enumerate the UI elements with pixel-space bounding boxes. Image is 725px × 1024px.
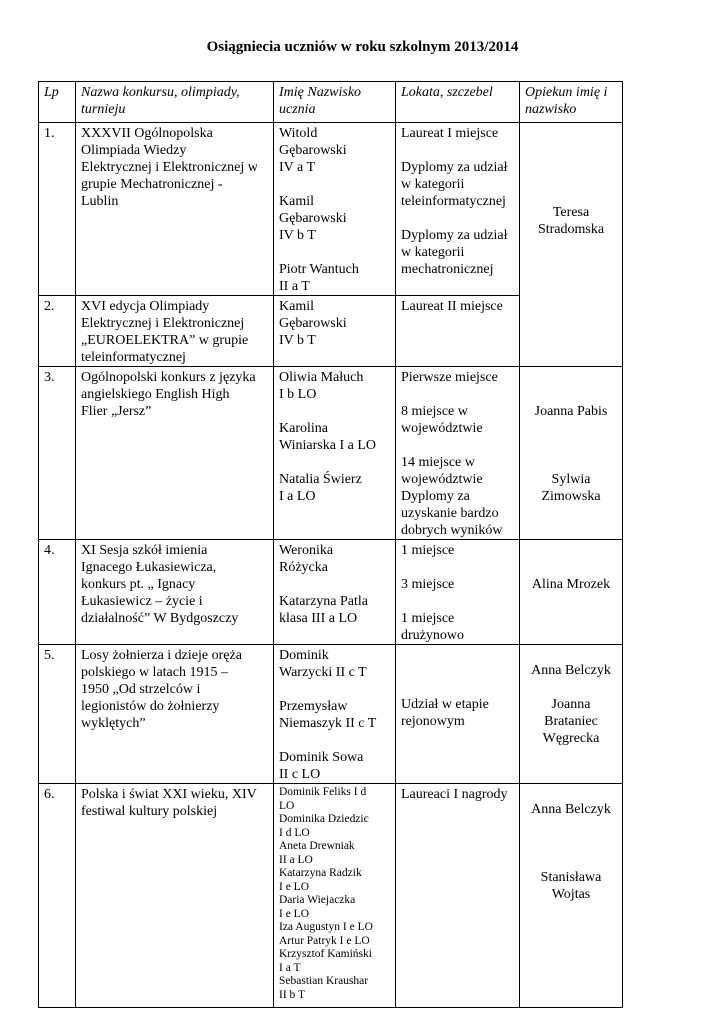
text-line xyxy=(525,852,617,869)
text-line: Dominik Sowa xyxy=(279,750,364,765)
cell-result xyxy=(396,645,520,784)
tutor-text xyxy=(525,204,617,238)
text-line: Artur Patryk I e LO xyxy=(279,934,370,947)
table-row xyxy=(39,645,623,784)
text-line: nazwisko xyxy=(525,102,577,117)
text-line: 1 miejsce xyxy=(401,543,455,558)
result-text xyxy=(401,542,514,644)
text-line xyxy=(279,576,390,593)
text-line: IV b T xyxy=(279,333,316,348)
text-line: I e LO xyxy=(279,907,310,920)
cell-contest xyxy=(76,784,274,1008)
students-text xyxy=(279,369,390,505)
text-line: Dominik Feliks I d xyxy=(279,786,367,798)
header-result xyxy=(396,82,520,123)
text-line: w kategorii xyxy=(401,177,465,192)
text-line: Daria Wiejaczka xyxy=(279,894,356,906)
text-line: Katarzyna Radzik xyxy=(279,867,362,879)
text-line: 1950 „Od strzelców i xyxy=(81,682,201,697)
text-line: Dyplomy za udział xyxy=(401,160,508,175)
text-line: Ogólnopolski konkurs z języka xyxy=(81,370,256,385)
cell-result xyxy=(396,296,520,367)
text-line: wyklętych” xyxy=(81,716,146,731)
text-line: Różycka xyxy=(279,560,328,575)
cell-contest xyxy=(76,645,274,784)
text-line xyxy=(525,437,617,454)
text-line: Sebastian Kraushar xyxy=(279,975,369,987)
text-line: Niemaszyk II c T xyxy=(279,716,377,731)
text-line: festiwal kultury polskiej xyxy=(81,804,218,819)
text-line xyxy=(401,210,514,227)
header-student xyxy=(274,82,396,123)
text-line: teleinformatycznej xyxy=(401,194,506,209)
text-line: I b LO xyxy=(279,387,317,402)
text-line: Węgrecka xyxy=(542,731,600,746)
text-line: Nazwa konkursu, olimpiady, xyxy=(81,85,240,100)
text-line: IV a T xyxy=(279,160,316,175)
contest-text xyxy=(81,298,268,366)
text-line: klasa III a LO xyxy=(279,611,358,626)
table-header-row xyxy=(39,82,623,123)
text-line xyxy=(525,818,617,835)
text-line xyxy=(279,403,390,420)
text-line: polskiego w latach 1915 – xyxy=(81,665,228,680)
result-text xyxy=(401,786,514,803)
text-line: angielskiego English High xyxy=(81,387,230,402)
contest-text xyxy=(81,369,268,420)
cell-students xyxy=(274,540,396,645)
text-line: Lublin xyxy=(81,194,119,209)
text-line: Krzysztof Kamiński xyxy=(279,948,372,960)
text-line: Weronika xyxy=(279,543,334,558)
text-line: Karolina xyxy=(279,421,328,436)
text-line xyxy=(279,732,390,749)
text-line: Piotr Wantuch xyxy=(279,262,359,277)
contest-text xyxy=(81,786,268,820)
text-line xyxy=(401,559,514,576)
text-line: Kamil xyxy=(279,194,314,209)
text-line: II a LO xyxy=(279,853,313,866)
header-lp xyxy=(39,82,76,123)
text-line: I d LO xyxy=(279,826,310,839)
text-line: Joanna xyxy=(551,697,591,712)
text-line: Natalia Świerz xyxy=(279,472,362,487)
text-line: mechatronicznej xyxy=(401,262,494,277)
text-line: IV b T xyxy=(279,228,316,243)
cell-tutor xyxy=(520,540,623,645)
text-line: 1 miejsce xyxy=(401,611,455,626)
text-line: Laureaci I nagrody xyxy=(401,787,508,802)
text-line: Sylwia xyxy=(551,472,591,487)
students-text xyxy=(279,298,390,349)
page-title: Osiągniecia uczniów w roku szkolnym 2013/2014 xyxy=(206,39,519,55)
text-line: Winiarska I a LO xyxy=(279,438,377,453)
header-contest-text xyxy=(81,84,268,118)
text-line: Opiekun imię i xyxy=(525,85,608,100)
text-line: Imię Nazwisko xyxy=(279,85,362,100)
text-line: Stanisława xyxy=(540,870,602,885)
table-row xyxy=(39,367,623,540)
table-row xyxy=(39,784,623,1008)
result-text xyxy=(401,125,514,278)
text-line: Aneta Drewniak xyxy=(279,840,355,852)
text-line: II c LO xyxy=(279,767,321,782)
text-line: Gębarowski xyxy=(279,211,347,226)
text-line xyxy=(401,437,514,454)
text-line: Laureat I miejsce xyxy=(401,126,499,141)
cell-tutor xyxy=(520,784,623,1008)
students-text xyxy=(279,125,390,295)
cell-students xyxy=(274,645,396,784)
cell-tutor xyxy=(520,645,623,784)
text-line: Zimowska xyxy=(541,489,601,504)
text-line: Dominik xyxy=(279,648,329,663)
text-line: Olimpiada Wiedzy xyxy=(81,143,187,158)
result-text xyxy=(401,696,514,730)
contest-text xyxy=(81,647,268,732)
contest-text xyxy=(81,542,268,627)
text-line: Łukasiewicz – życie i xyxy=(81,594,203,609)
text-line: województwie xyxy=(401,421,483,436)
students-text xyxy=(279,647,390,783)
text-line: legionistów do żołnierzy xyxy=(81,699,220,714)
text-line: Dominika Dziedzic xyxy=(279,813,369,825)
text-line: Dyplomy za udział xyxy=(401,228,508,243)
text-line: Kamil xyxy=(279,299,314,314)
text-line: konkurs pt. „ Ignacy xyxy=(81,577,196,592)
text-line xyxy=(279,176,390,193)
text-line xyxy=(401,386,514,403)
cell-result xyxy=(396,540,520,645)
header-lp-text xyxy=(44,84,70,101)
text-line: Pierwsze miejsce xyxy=(401,370,498,385)
header-contest xyxy=(76,82,274,123)
text-line: drużynowo xyxy=(401,628,464,643)
cell-tutor xyxy=(520,123,623,367)
text-line: Flier „Jersz” xyxy=(81,404,152,419)
cell-students xyxy=(274,367,396,540)
cell-contest xyxy=(76,367,274,540)
text-line: Stradomska xyxy=(537,221,605,237)
text-line: Przemysław xyxy=(279,699,348,714)
cell-contest xyxy=(76,540,274,645)
text-line xyxy=(525,420,617,437)
text-line: Losy żołnierza i dzieje oręża xyxy=(81,648,242,663)
text-line: Brataniec xyxy=(544,714,598,729)
text-line: Gębarowski xyxy=(279,143,347,158)
contest-text xyxy=(81,125,268,210)
text-line: teleinformatycznej xyxy=(81,350,186,365)
text-line: II a T xyxy=(279,279,310,294)
cell-lp: 6. xyxy=(39,784,76,1008)
text-line: Ignacego Łukasiewicza, xyxy=(81,560,217,575)
cell-result xyxy=(396,123,520,296)
cell-result xyxy=(396,784,520,1008)
students-text xyxy=(279,786,390,1002)
result-text xyxy=(401,369,514,539)
cell-lp: 1. xyxy=(39,123,76,296)
text-line: XVI edycja Olimpiady xyxy=(81,299,210,314)
header-tutor-text xyxy=(525,84,617,118)
text-line xyxy=(401,142,514,159)
text-line: dobrych wyników xyxy=(401,523,503,538)
text-line: „EUROELEKTRA” w grupie xyxy=(81,333,249,348)
cell-lp: 3. xyxy=(39,367,76,540)
text-line: 3 miejsce xyxy=(401,577,455,592)
text-line: I a LO xyxy=(279,489,316,504)
text-line xyxy=(525,835,617,852)
text-line: II b T xyxy=(279,988,305,1001)
achievements-table xyxy=(38,81,623,1008)
text-line xyxy=(279,681,390,698)
text-line xyxy=(401,593,514,610)
tutor-text xyxy=(525,662,617,747)
text-line xyxy=(279,244,390,261)
text-line: Anna Belczyk xyxy=(531,663,611,678)
text-line: 14 miejsce w xyxy=(401,455,475,470)
header-result-text xyxy=(401,84,514,101)
text-line: turnieju xyxy=(81,102,126,117)
text-line: województwie xyxy=(401,472,483,487)
cell-lp: 5. xyxy=(39,645,76,784)
cell-tutor xyxy=(520,367,623,540)
text-line: Warzycki II c T xyxy=(279,665,367,680)
text-line: Elektrycznej i Elektronicznej w xyxy=(81,160,258,175)
table-row xyxy=(39,540,623,645)
text-line: działalność” W Bydgoszczy xyxy=(81,611,239,626)
text-line: Joanna Pabis xyxy=(534,404,608,419)
text-line: Wojtas xyxy=(551,887,591,902)
text-line: Alina Mrozek xyxy=(531,577,611,592)
cell-students xyxy=(274,123,396,296)
text-line: XI Sesja szkół imienia xyxy=(81,543,208,558)
students-text xyxy=(279,542,390,627)
text-line xyxy=(279,454,390,471)
tutor-text xyxy=(525,576,617,593)
header-student-text xyxy=(279,84,390,118)
text-line: ucznia xyxy=(279,102,316,117)
text-line: Anna Belczyk xyxy=(531,802,611,817)
text-line: Iza Augustyn I e LO xyxy=(279,921,373,933)
text-line: uzyskanie bardzo xyxy=(401,506,499,521)
cell-lp: 4. xyxy=(39,540,76,645)
text-line: I a T xyxy=(279,961,301,974)
text-line xyxy=(525,679,617,696)
text-line: Gębarowski xyxy=(279,316,347,331)
cell-lp: 2. xyxy=(39,296,76,367)
cell-result xyxy=(396,367,520,540)
text-line: Udział w etapie xyxy=(401,697,489,712)
text-line: Witold xyxy=(279,126,318,141)
tutor-text xyxy=(525,801,617,903)
text-line: LO xyxy=(279,799,295,812)
cell-students xyxy=(274,296,396,367)
table-row xyxy=(39,123,623,296)
text-line: Katarzyna Patla xyxy=(279,594,369,609)
text-line: Teresa xyxy=(552,204,590,220)
header-tutor xyxy=(520,82,623,123)
text-line: Polska i świat XXI wieku, XIV xyxy=(81,787,257,802)
cell-contest xyxy=(76,296,274,367)
tutor-text xyxy=(525,403,617,505)
text-line: Lokata, szczebel xyxy=(401,85,493,100)
text-line: XXXVII Ogólnopolska xyxy=(81,126,213,141)
text-line: Oliwia Małuch xyxy=(279,370,364,385)
text-line: grupie Mechatronicznej - xyxy=(81,177,223,192)
text-line: rejonowym xyxy=(401,714,465,729)
result-text xyxy=(401,298,514,315)
text-line: Dyplomy za xyxy=(401,489,470,504)
text-line: I e LO xyxy=(279,880,310,893)
text-line: Lp xyxy=(44,85,59,100)
text-line: Laureat II miejsce xyxy=(401,299,503,314)
text-line: 8 miejsce w xyxy=(401,404,468,419)
cell-contest xyxy=(76,123,274,296)
cell-students xyxy=(274,784,396,1008)
text-line: w kategorii xyxy=(401,245,465,260)
text-line xyxy=(525,454,617,471)
text-line: Elektrycznej i Elektronicznej xyxy=(81,316,245,331)
